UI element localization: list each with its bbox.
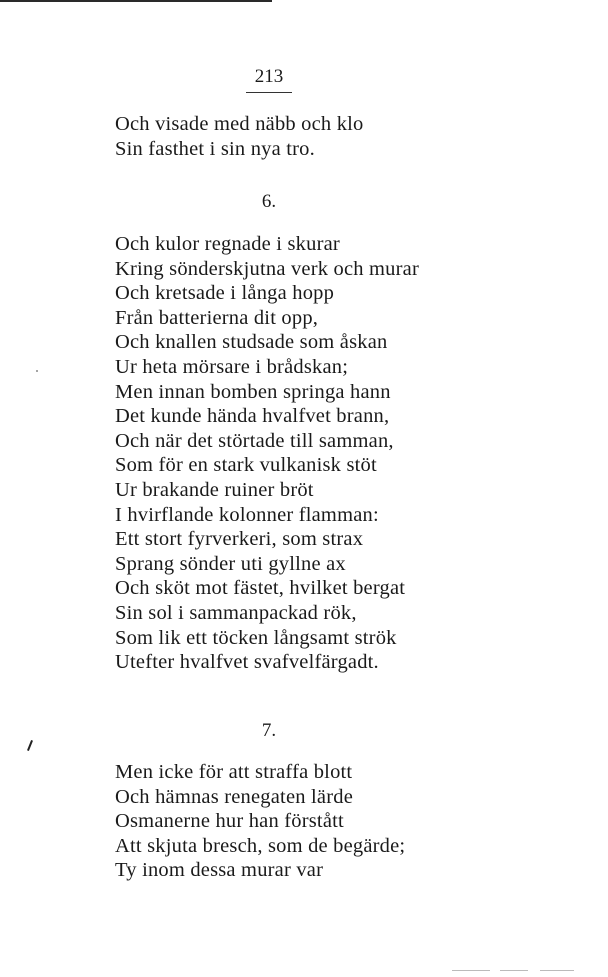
verse-line: I hvirflande kolonner flamman:: [115, 503, 379, 526]
page-number-underline: [246, 92, 292, 93]
bottom-edge-mark: [452, 970, 490, 971]
stanza-section-6: [115, 232, 419, 675]
verse-line: Sin fasthet i sin nya tro.: [115, 137, 315, 160]
section-number-6: 6.: [261, 191, 277, 212]
verse-line: Osmanerne hur han förstått: [115, 810, 344, 833]
verse-line: Och hämnas renegaten lärde: [115, 785, 353, 808]
margin-pencil-mark: [27, 740, 33, 751]
verse-line: Och när det störtade till samman,: [115, 429, 394, 452]
verse-line: Men icke för att straffa blott: [115, 761, 353, 783]
verse-line: Ett stort fyrverkeri, som strax: [115, 528, 364, 551]
section-number-7: 7.: [261, 720, 277, 741]
verse-line: Och kulor regnade i skurar: [115, 233, 340, 255]
verse-line: Att skjuta bresch, som de begärde;: [115, 834, 406, 857]
verse-line: Sin sol i sammanpackad rök,: [115, 601, 357, 624]
stanza-closing-previous: [115, 112, 364, 161]
verse-line: Utefter hvalfvet svafvelfärgadt.: [115, 651, 379, 674]
verse-line: Sprang sönder uti gyllne ax: [115, 552, 346, 575]
verse-line: Ty inom dessa murar var: [115, 859, 324, 882]
verse-line: Som lik ett töcken långsamt strök: [115, 626, 397, 649]
stanza-section-7: [115, 760, 405, 883]
verse-line: Och sköt mot fästet, hvilket bergat: [115, 577, 406, 600]
verse-line: Och visade med näbb och klo: [115, 113, 364, 135]
verse-line: Från batterierna dit opp,: [115, 306, 319, 329]
verse-line: Kring sönderskjutna verk och murar: [115, 257, 419, 280]
verse-line: Ur heta mörsare i brådskan;: [115, 355, 349, 378]
verse-line: Och kretsade i långa hopp: [115, 282, 335, 305]
verse-line: Som för en stark vulkanisk stöt: [115, 454, 377, 477]
bottom-edge-mark: [500, 970, 528, 971]
verse-line: Men innan bomben springa hann: [115, 380, 391, 403]
margin-speck: [36, 370, 38, 372]
bottom-edge-mark: [540, 970, 574, 971]
verse-line: Ur brakande ruiner bröt: [115, 478, 314, 501]
page-number: 213: [254, 66, 284, 87]
verse-line: Och knallen studsade som åskan: [115, 331, 388, 354]
verse-line: Det kunde hända hvalfvet brann,: [115, 405, 390, 428]
top-edge-rule: [0, 0, 272, 2]
